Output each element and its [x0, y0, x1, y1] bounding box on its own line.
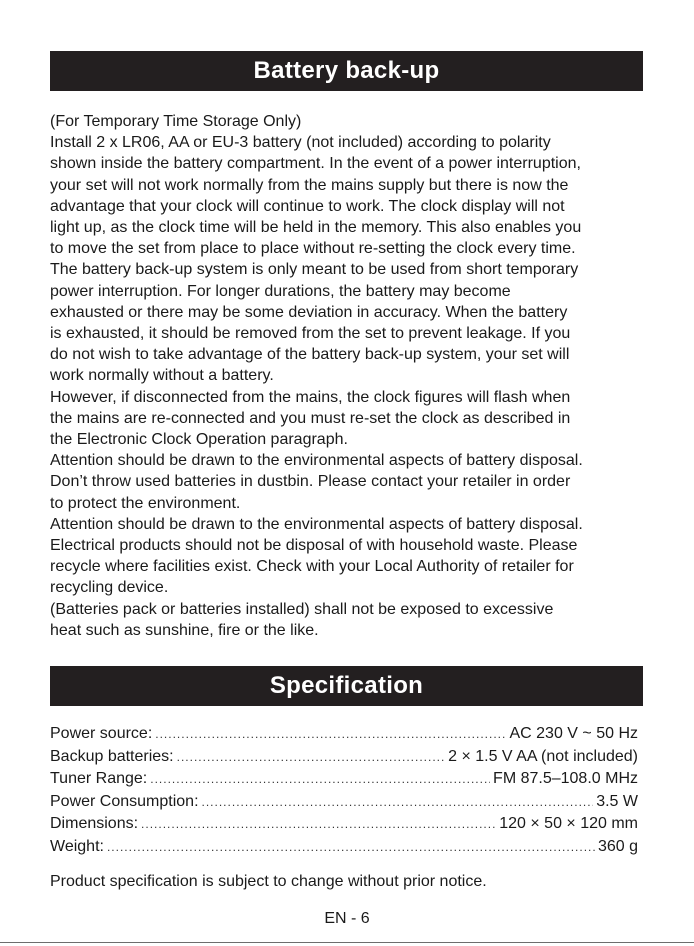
spec-label: Power source:	[50, 725, 153, 742]
battery-text-line: recycling device.	[50, 579, 169, 597]
dot-leader	[177, 747, 445, 769]
battery-text-line: recycle where facilities exist. Check with your Local Authority of retailer for	[50, 558, 574, 576]
battery-text-line: advantage that your clock will continue to work. The clock display will not	[50, 197, 565, 215]
battery-text-line: (For Temporary Time Storage Only)	[50, 113, 302, 130]
specification-notice: Product specification is subject to change without prior notice.	[50, 873, 487, 890]
spec-value: 120 × 50 × 120 mm	[499, 815, 638, 832]
battery-text-line: the Electronic Clock Operation paragraph.	[50, 431, 348, 449]
battery-text-line: Don’t throw used batteries in dustbin. Please contact your retailer in order	[50, 473, 571, 491]
specification-heading	[50, 666, 643, 706]
battery-text-line: The battery back-up system is only meant to be used from short temporary	[50, 261, 579, 279]
battery-text-line: to move the set from place to place without re-setting the clock every time.	[50, 240, 576, 258]
dot-leader	[202, 792, 594, 814]
battery-text-line: (Batteries pack or batteries installed) shall not be exposed to excessive	[50, 600, 554, 618]
dot-leader	[107, 837, 595, 859]
battery-text-line: exhausted or there may be some deviation in accuracy. When the battery	[50, 303, 568, 321]
battery-backup-heading	[50, 51, 643, 91]
spec-value: 360 g	[597, 837, 638, 855]
bottom-rule	[0, 942, 694, 943]
battery-text-line: power interruption. For longer durations, the battery may become	[50, 282, 511, 300]
spec-value: AC 230 V ~ 50 Hz	[509, 725, 638, 742]
spec-value: 3.5 W	[596, 792, 638, 810]
battery-text-line: to protect the environment.	[50, 494, 241, 512]
battery-text-line: Install 2 x LR06, AA or EU-3 battery (not included) according to polarity	[50, 134, 551, 152]
battery-text-line: the mains are re-connected and you must re-set the clock as described in	[50, 409, 571, 427]
battery-text-line: your set will not work normally from the mains supply but there is now the	[50, 176, 569, 194]
spec-row	[50, 746, 638, 769]
dot-leader	[141, 814, 496, 836]
spec-row	[50, 723, 638, 746]
battery-text-line: do not wish to take advantage of the battery back-up system, your set will	[50, 346, 570, 364]
battery-text-line: Attention should be drawn to the environmental aspects of battery disposal.	[50, 452, 583, 470]
dot-leader	[155, 724, 506, 746]
battery-text-line: light up, as the clock time will be held in the memory. This also enables you	[50, 219, 582, 237]
spec-row	[50, 791, 638, 814]
specification-heading-text: Specification	[269, 672, 424, 699]
spec-row	[50, 768, 638, 791]
spec-label: Tuner Range:	[50, 770, 148, 787]
spec-value: FM 87.5–108.0 MHz	[493, 770, 638, 787]
dot-leader	[150, 769, 490, 791]
spec-row	[50, 813, 638, 836]
spec-row	[50, 836, 638, 859]
battery-text-line: is exhausted, it should be removed from the set to prevent leakage. If you	[50, 325, 571, 343]
battery-text-line: work normally without a battery.	[50, 367, 274, 385]
battery-text-line: shown inside the battery compartment. In the event of a power interruption,	[50, 155, 581, 173]
battery-backup-heading-text: Battery back-up	[253, 57, 440, 84]
page-number: EN - 6	[324, 910, 370, 927]
battery-text-line: heat such as sunshine, fire or the like.	[50, 621, 319, 639]
spec-label: Backup batteries:	[50, 747, 174, 765]
battery-backup-body	[50, 111, 650, 641]
battery-text-line: Electrical products should not be disposal of with household waste. Please	[50, 537, 578, 555]
spec-value: 2 × 1.5 V AA (not included)	[448, 747, 638, 765]
battery-text-line: However, if disconnected from the mains, the clock figures will flash when	[50, 388, 571, 406]
spec-label: Weight:	[50, 837, 104, 855]
battery-text-line: Attention should be drawn to the environmental aspects of battery disposal.	[50, 515, 583, 533]
specification-list	[50, 723, 638, 858]
spec-label: Dimensions:	[50, 815, 139, 832]
spec-label: Power Consumption:	[50, 792, 199, 810]
